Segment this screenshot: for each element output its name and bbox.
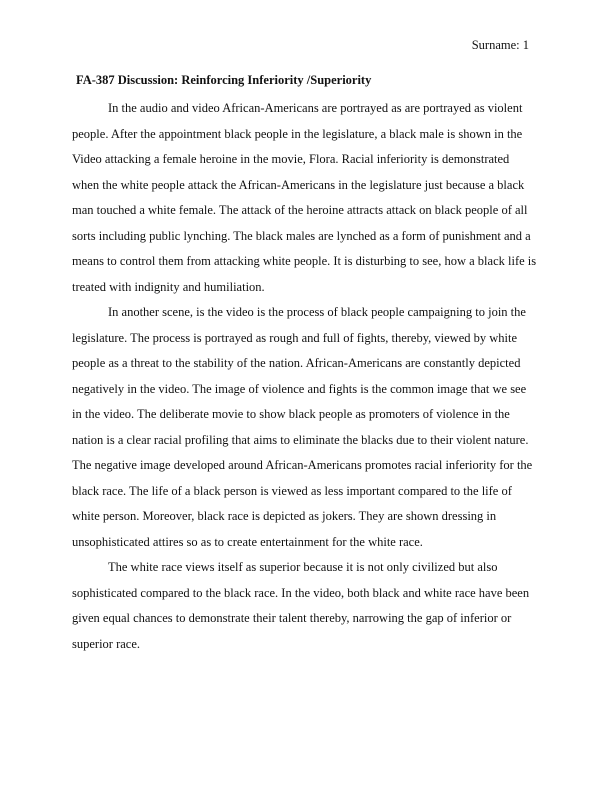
paragraph-2: In another scene, is the video is the process of black people campaigning to join the legislature. The process is portrayed as rough and full of fights, thereby, viewed by white people as a threat to the stability of the nation. African-Americans are constantly depicted negatively in the video. The image of violence and fights is the common image that we see in the video. The deliberate movie to show black people as promoters of violence in the nation is a clear racial profiling that aims to eliminate the blacks due to their violent nature. The negative image developed around African-Americans promotes racial inferiority for the black race. The life of a black person is viewed as less important compared to the life of white person. Moreover, black race is depicted as jokers. They are shown dressing in unsophisticated attires so as to create entertainment for the white race. <box>72 305 533 549</box>
paragraph-1: In the audio and video African-Americans are portrayed as are portrayed as violent people. After the appointment black people in the legislature, a black male is shown in the Video attacking a female heroine in the movie, Flora. Racial inferiority is demonstrated when the white people attack the African-Americans in the legislature just because a black man touched a white female. The attack of the heroine attracts attack on black people of all sorts including public lynching. The black males are lynched as a form of punishment and a means to control them from attacking white people. It is disturbing to see, how a black life is treated with indignity and humiliation. <box>72 101 537 294</box>
document-body <box>72 68 538 657</box>
document-title: FA-387 Discussion: Reinforcing Inferiority /Superiority <box>76 73 372 87</box>
paragraph-3: The white race views itself as superior because it is not only civilized but also sophisticated compared to the black race. In the video, both black and white race have been given equal chances to demonstrate their talent thereby, narrowing the gap of inferior or superior race. <box>72 560 530 651</box>
running-head: Surname: 1 <box>471 38 529 52</box>
